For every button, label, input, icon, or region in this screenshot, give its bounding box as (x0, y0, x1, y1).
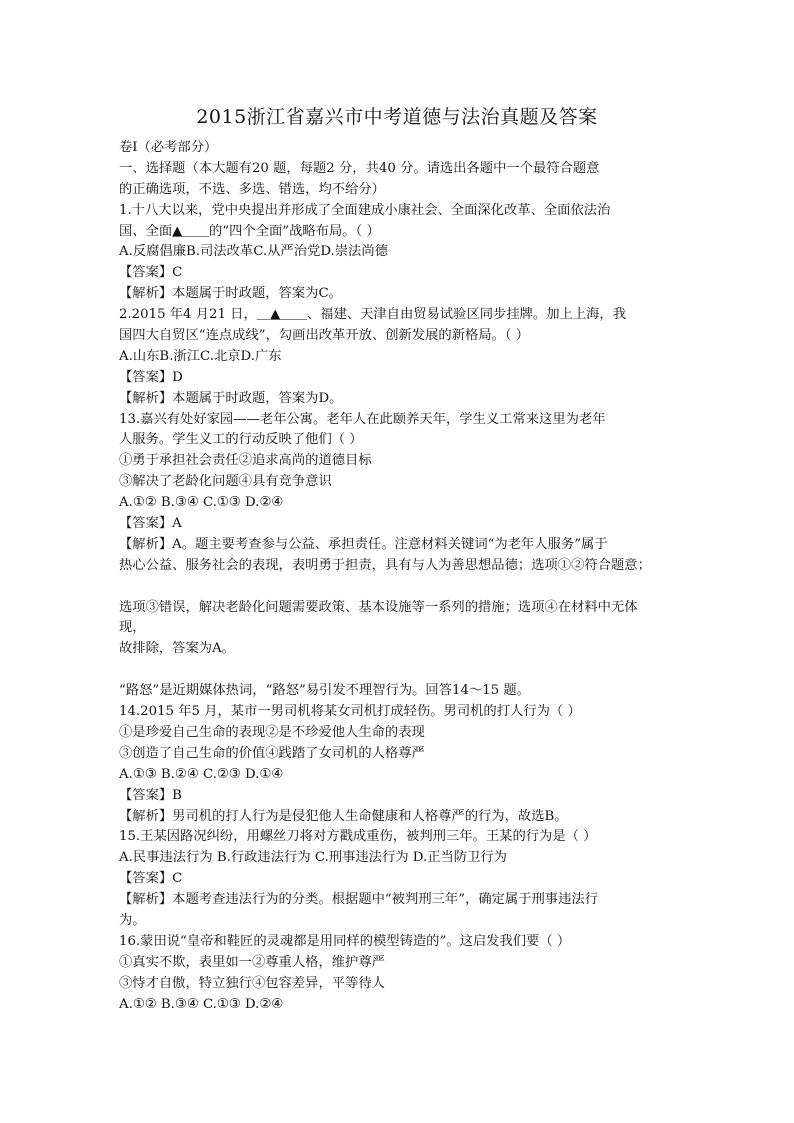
text-line: 卷Ⅰ（必考部分） (119, 140, 218, 155)
text-line: 【答案】D (119, 369, 183, 385)
text-line: A.①② B.③④ C.①③ D.②④ (119, 996, 284, 1012)
text-line: ③创造了自己生命的价值④践踏了女司机的人格尊严 (119, 745, 425, 761)
text-line: 【答案】C (119, 871, 183, 887)
text-line: A.民事违法行为 B.行政违法行为 C.刑事违法行为 D.正当防卫行为 (119, 850, 507, 866)
blank-line (119, 577, 679, 598)
text-line: 1.十八大以来，党中央提出并形成了全面建成小康社会、全面深化改革、全面依法治 (119, 202, 611, 218)
text-line: 国四大自贸区“连点成线”，勾画出改革开放、创新发展的新格局。（ ） (119, 328, 530, 344)
text-line: A.山东B.浙江C.北京D.广东 (119, 348, 282, 364)
text-line: 热心公益、服务社会的表现，表明勇于担责，具有与人为善思想品德；选项①②符合题意； (119, 557, 651, 573)
text-line: ①是珍爱自己生命的表现②是不珍爱他人生命的表现 (119, 724, 425, 740)
text-line: 选项③错误，解决老龄化问题需要政策、基本设施等一系列的措施；选项④在材料中无体 (119, 599, 638, 615)
text-line: 16.蒙田说“皇帝和鞋匠的灵魂都是用同样的模型铸造的”。这启发我们要（ ） (119, 933, 571, 949)
page-title: 2015浙江省嘉兴市中考道德与法治真题及答案 (196, 106, 598, 128)
text-line: 【解析】A。题主要考查参与公益、承担责任。注意材料关键词“为老年人服务”属于 (119, 536, 608, 552)
text-line: 【解析】本题考查违法行为的分类。根据题中“被判刑三年”，确定属于刑事违法行 (119, 892, 598, 908)
text-line: 国、全面▲＿＿的“四个全面”战略布局。（ ） (119, 223, 380, 239)
text-line: A.①③ B.②④ C.②③ D.①④ (119, 766, 284, 782)
text-line: 为。 (119, 912, 146, 928)
text-line: ③解决了老龄化问题④具有竞争意识 (119, 474, 332, 490)
text-line: 15.王某因路况纠纷，用螺丝刀将对方戳成重伤，被判刑三年。王某的行为是（ ） (119, 829, 597, 845)
text-line: A.反腐倡廉B.司法改革C.从严治党D.崇法尚德 (119, 244, 388, 260)
text-line: 【答案】A (119, 516, 182, 532)
text-line: A.①② B.③④ C.①③ D.②④ (119, 495, 284, 511)
text-line: “路怒”是近期媒体热词，“路怒”易引发不理智行为。回答14～15 题。 (119, 683, 530, 699)
text-line: 14.2015 年5 月，某市一男司机将某女司机打成轻伤。男司机的打人行为（ ） (119, 704, 581, 720)
text-line: 13.嘉兴有处好家园——老年公寓。老年人在此颐养天年，学生义工常来这里为老年 (119, 411, 606, 427)
text-line: 【解析】本题属于时政题，答案为C。 (119, 286, 342, 302)
text-line: 现， (119, 620, 146, 636)
document-body (119, 138, 679, 1015)
text-line: 【解析】本题属于时政题，答案为D。 (119, 390, 343, 406)
text-line: ③恃才自傲，特立独行④包容差异，平等待人 (119, 975, 385, 991)
text-line: 【答案】C (119, 265, 183, 281)
text-line: 故排除，答案为A。 (119, 641, 235, 657)
text-line: 的正确选项，不选、多选、错选，均不给分） (119, 181, 385, 197)
text-line: 一、选择题（本大题有20 题，每题2 分，共40 分。请选出各题中一个最符合题意 (119, 160, 600, 176)
text-line: ①勇于承担社会责任②追求高尚的道德目标 (119, 453, 372, 469)
blank-line (119, 660, 679, 681)
text-line: 人服务。学生义工的行动反映了他们（ ） (119, 432, 363, 448)
text-line: 【解析】男司机的打人行为是侵犯他人生命健康和人格尊严的行为，故选B。 (119, 808, 568, 824)
text-line: 2.2015 年4 月21 日，＿▲＿＿、福建、天津自由贸易试验区同步挂牌。加上上海，我 (119, 307, 627, 323)
text-line: ①真实不欺，表里如一②尊重人格，维护尊严 (119, 954, 385, 970)
text-line: 【答案】B (119, 787, 182, 803)
